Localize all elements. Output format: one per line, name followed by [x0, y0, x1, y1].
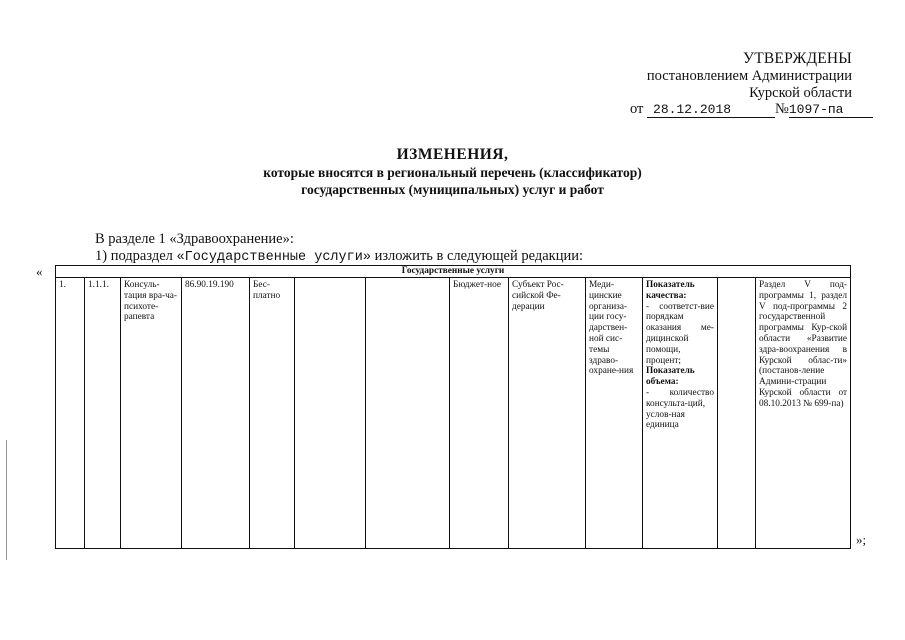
cell-service-name: Консуль-тация вра-ча-психоте-рапевта	[121, 278, 182, 549]
number-label: №	[775, 101, 789, 117]
approval-title: УТВЕРЖДЕНЫ	[743, 50, 852, 67]
cell-code: 1.1.1.	[85, 278, 121, 549]
quote-open: «	[36, 264, 43, 279]
approval-date: 28.12.2018	[647, 102, 775, 118]
quality-text: - соответст-вие порядкам оказания ме-дицинской помощи, процент;	[646, 301, 714, 366]
approval-line-1: постановлением Администрации	[646, 68, 852, 84]
cell-empty-12	[718, 278, 756, 549]
cell-institution-type: Бюджет-ное	[450, 278, 509, 549]
cell-founder: Субъект Рос-сийской Фе-дерации	[509, 278, 586, 549]
document-title: ИЗМЕНЕНИЯ,	[396, 146, 509, 163]
document-subtitle-1: которые вносятся в региональный перечень (классификатор)	[263, 165, 642, 180]
cell-organizations: Меди-цинские организа-ции госу-дарствен-ной сис-темы здраво-охране-ния	[586, 278, 643, 549]
from-label: от	[630, 101, 644, 117]
cell-okpd-code: 86.90.19.190	[182, 278, 250, 549]
cell-empty-6	[295, 278, 366, 549]
table-header-row	[56, 266, 851, 278]
document-subtitle-2: государственных (муниципальных) услуг и работ	[301, 182, 604, 197]
approval-number: 1097-па	[789, 102, 873, 118]
cell-legal-basis: Раздел V под-программы 1, раздел V под-программы 2 государственной программы Кур-ской области «Развитие здра-воохранения в Курской облас-ти» (постанов-ление Админи-страции Курской области от 08.10.2013 № 699-па)	[756, 278, 851, 549]
cell-payment: Бес-платно	[250, 278, 295, 549]
intro-line-2: 1) подраздел «Государственные услуги» изложить в следующей редакции:	[95, 248, 584, 265]
approval-line-2: Курской области	[749, 85, 852, 101]
quality-label: Показатель качества:	[646, 280, 695, 301]
cell-empty-7	[366, 278, 450, 549]
table-header: Государственные услуги	[56, 266, 851, 278]
approval-date-row	[630, 101, 873, 118]
cell-indicators	[643, 278, 718, 549]
table-row	[56, 278, 851, 549]
cell-number: 1.	[56, 278, 85, 549]
margin-line	[6, 440, 7, 560]
volume-label: Показатель объема:	[646, 366, 695, 388]
quote-close: »;	[856, 532, 867, 547]
volume-text: - количество консульта-ций, услов-ная единица	[646, 387, 714, 431]
intro-line-1: В разделе 1 «Здравоохранение»:	[95, 231, 294, 247]
services-table	[55, 265, 851, 549]
